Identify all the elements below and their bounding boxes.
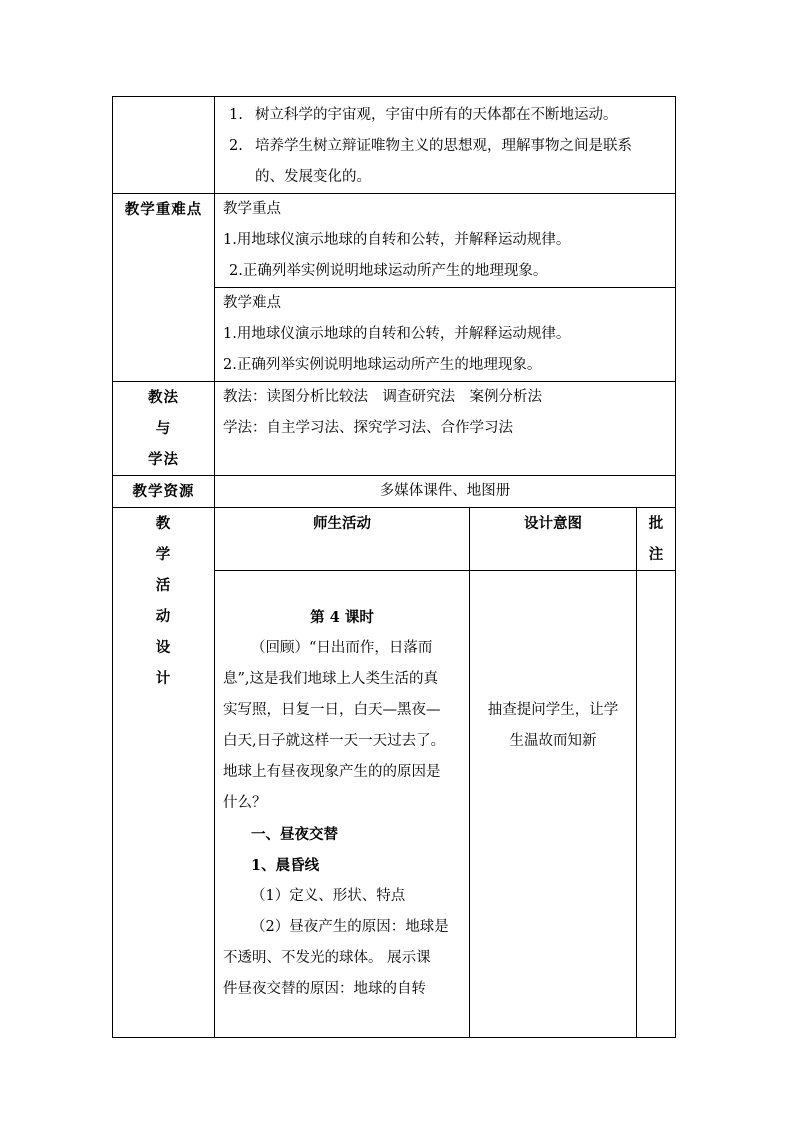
design-label-cell	[113, 508, 215, 1038]
point-2-continuation: 不透明、不发光的球体。 展示课	[223, 950, 431, 966]
resources-label: 教学资源	[113, 476, 215, 508]
methods-row	[113, 382, 676, 476]
difficulty-item-1: 1.用地球仪演示地球的自转和公转，并解释运动规律。	[223, 326, 571, 342]
design-label-char: 教	[155, 515, 172, 532]
goal-item-2: 2. 培养学生树立辩证唯物主义的思想观，理解事物之间是联系	[229, 138, 632, 154]
section-heading: 一、昼夜交替	[251, 826, 338, 843]
key-points-label: 教学重难点	[113, 194, 215, 382]
intent-column-header: 设计意图	[470, 508, 637, 571]
design-label-char: 计	[155, 670, 172, 687]
point-2-continuation: 件昼夜交替的原因：地球的自转	[223, 981, 426, 997]
lesson-title: 第 4 课时	[310, 609, 374, 626]
design-label-char: 活	[155, 577, 172, 594]
resources-value: 多媒体课件、地图册	[215, 476, 676, 508]
design-label-char: 学	[155, 546, 172, 563]
teaching-methods: 教法：读图分析比较法 调查研究法 案例分析法	[223, 389, 542, 405]
activity-cell	[215, 571, 470, 1038]
methods-label-1: 教法	[148, 389, 179, 406]
focus-item-2: 2.正确列举实例说明地球运动所产生的地理现象。	[229, 263, 548, 279]
activity-line: 白天,日子就这样一天一天过去了。	[223, 733, 446, 749]
methods-label-2: 与	[155, 420, 172, 437]
activity-line: 地球上有昼夜现象产生的的原因是	[223, 764, 441, 780]
difficulty-title: 教学难点	[223, 295, 281, 311]
note-cell	[637, 571, 676, 1038]
methods-content-cell	[215, 382, 676, 476]
intent-cell	[470, 571, 637, 1038]
goals-row	[113, 97, 676, 194]
activity-line: （回顾）“日出而作，日落而	[251, 640, 433, 656]
design-label-char: 设	[155, 639, 172, 656]
methods-label-3: 学法	[148, 451, 179, 468]
goals-content-cell	[215, 97, 676, 194]
goal-item-1: 1. 树立科学的宇宙观，宇宙中所有的天体都在不断地运动。	[229, 107, 618, 123]
resources-row	[113, 476, 676, 508]
focus-item-1: 1.用地球仪演示地球的自转和公转，并解释运动规律。	[223, 232, 571, 248]
focus-title: 教学重点	[223, 201, 281, 217]
point-1: （1）定义、形状、特点	[251, 888, 406, 904]
design-header-row	[113, 508, 676, 571]
intent-line: 抽查提问学生，让学	[487, 702, 619, 718]
key-difficulty-cell	[215, 288, 676, 382]
intent-line: 生温故而知新	[509, 733, 597, 749]
lesson-plan-table	[112, 96, 676, 1038]
key-focus-cell	[215, 194, 676, 288]
point-2: （2）昼夜产生的原因：地球是	[251, 919, 449, 935]
methods-label-cell	[113, 382, 215, 476]
learning-methods: 学法：自主学习法、探究学习法、合作学习法	[223, 420, 513, 436]
note-column-header: 批 注	[637, 508, 676, 571]
subsection-heading: 1、晨昏线	[251, 857, 320, 874]
activity-line: 实写照，日复一日，白天—黑夜—	[223, 702, 441, 718]
goal-item-2-continuation: 的、发展变化的。	[255, 169, 371, 185]
difficulty-item-2: 2.正确列举实例说明地球运动所产生的地理现象。	[223, 357, 542, 373]
activity-line: 息”,这是我们地球上人类生活的真	[223, 671, 439, 687]
goals-label-cell	[113, 97, 215, 194]
activity-column-header: 师生活动	[215, 508, 470, 571]
key-focus-row	[113, 194, 676, 288]
activity-line: 什么？	[223, 795, 267, 811]
design-label-char: 动	[155, 608, 172, 625]
